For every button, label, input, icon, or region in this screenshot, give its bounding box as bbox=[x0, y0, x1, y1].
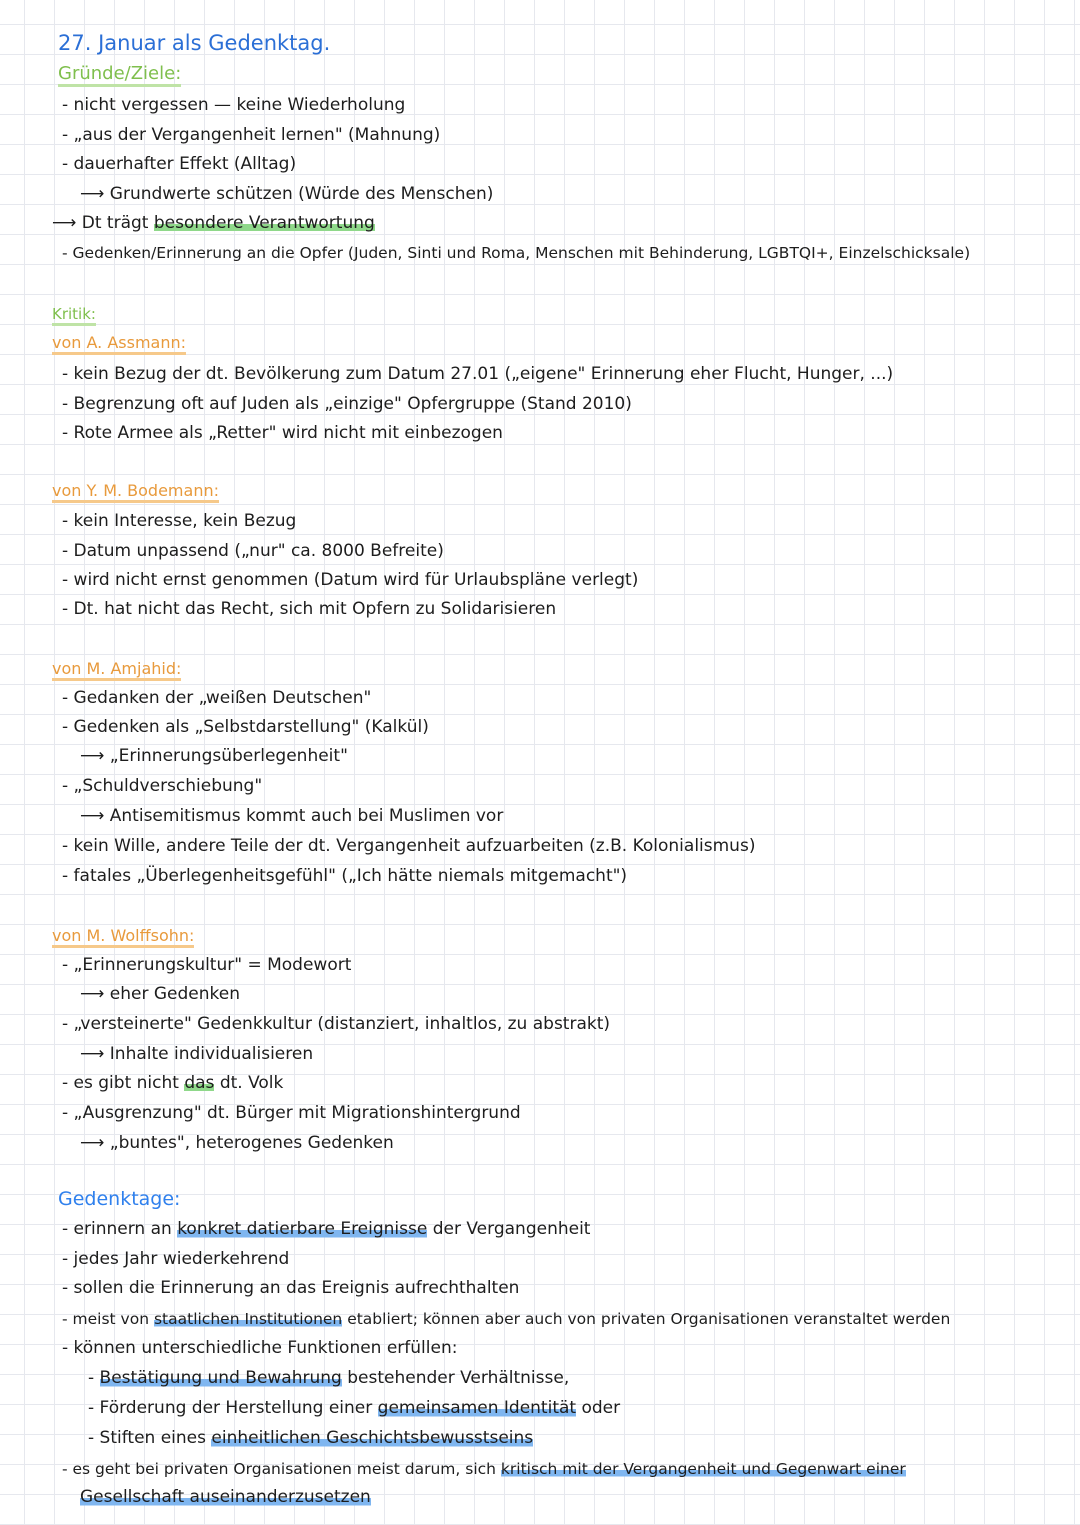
gedenktage-line-2: - jedes Jahr wiederkehrend bbox=[62, 1249, 290, 1269]
bodemann-heading: von Y. M. Bodemann: bbox=[52, 480, 219, 502]
assmann-line-3: - Rote Armee als „Retter" wird nicht mit einbezogen bbox=[62, 423, 503, 443]
goal-line-4: ⟶ Grundwerte schützen (Würde des Menschen) bbox=[80, 184, 494, 204]
gedenktage-line-8: - Stiften eines einheitlichen Geschichtsbewusstseins bbox=[88, 1428, 534, 1448]
amjahid-line-7: - fatales „Überlegenheitsgefühl" („Ich hätte niemals mitgemacht") bbox=[62, 866, 628, 886]
wolffsohn-line-6: - „Ausgrenzung" dt. Bürger mit Migrationshintergrund bbox=[62, 1103, 521, 1123]
wolffsohn-heading: von M. Wolffsohn: bbox=[52, 925, 194, 947]
amjahid-line-2: - Gedenken als „Selbstdarstellung" (Kalkül) bbox=[62, 717, 429, 737]
wolffsohn-line-7: ⟶ „buntes", heterogenes Gedenken bbox=[80, 1133, 394, 1153]
goal-line-2: - „aus der Vergangenheit lernen" (Mahnung) bbox=[62, 125, 441, 145]
assmann-heading: von A. Assmann: bbox=[52, 332, 186, 354]
wolffsohn-line-2: ⟶ eher Gedenken bbox=[80, 984, 240, 1004]
amjahid-line-3: ⟶ „Erinnerungsüberlegenheit" bbox=[80, 746, 348, 766]
gedenktage-heading: Gedenktage: bbox=[58, 1188, 181, 1210]
bodemann-line-3: - wird nicht ernst genommen (Datum wird für Urlaubspläne verlegt) bbox=[62, 570, 639, 590]
gedenktage-line-10: Gesellschaft auseinanderzusetzen bbox=[80, 1487, 371, 1507]
goal-line-1: - nicht vergessen — keine Wiederholung bbox=[62, 95, 406, 115]
goal-line-6: - Gedenken/Erinnerung an die Opfer (Juden, Sinti und Roma, Menschen mit Behinderung, LGBTQI+, Einzelschicksale) bbox=[62, 244, 971, 262]
gedenktage-line-1: - erinnern an konkret datierbare Ereignisse der Vergangenheit bbox=[62, 1219, 591, 1239]
gedenktage-line-6: - Bestätigung und Bewahrung bestehender Verhältnisse, bbox=[88, 1368, 570, 1388]
gedenktage-line-5: - können unterschiedliche Funktionen erfüllen: bbox=[62, 1338, 458, 1358]
assmann-line-1: - kein Bezug der dt. Bevölkerung zum Datum 27.01 („eigene" Erinnerung eher Flucht, Hunger, ...) bbox=[62, 364, 894, 384]
bodemann-line-1: - kein Interesse, kein Bezug bbox=[62, 511, 297, 531]
bodemann-line-2: - Datum unpassend („nur" ca. 8000 Befreite) bbox=[62, 541, 444, 561]
wolffsohn-line-1: - „Erinnerungskultur" = Modewort bbox=[62, 955, 352, 975]
das-highlight: das bbox=[184, 1073, 215, 1093]
amjahid-line-1: - Gedanken der „weißen Deutschen" bbox=[62, 688, 372, 708]
bodemann-line-4: - Dt. hat nicht das Recht, sich mit Opfern zu Solidarisieren bbox=[62, 599, 557, 619]
goals-heading: Gründe/Ziele: bbox=[58, 63, 181, 85]
wolffsohn-line-3: - „versteinerte" Gedenkkultur (distanziert, inhaltlos, zu abstrakt) bbox=[62, 1014, 611, 1034]
critique-heading: Kritik: bbox=[52, 303, 96, 325]
page-title: 27. Januar als Gedenktag. bbox=[58, 31, 331, 55]
amjahid-line-5: ⟶ Antisemitismus kommt auch bei Muslimen vor bbox=[80, 806, 504, 826]
gedenktage-line-4: - meist von staatlichen Institutionen etabliert; können aber auch von privaten Organisationen veranstaltet werden bbox=[62, 1310, 951, 1328]
goal-line-3: - dauerhafter Effekt (Alltag) bbox=[62, 154, 297, 174]
gedenktage-line-9: - es geht bei privaten Organisationen meist darum, sich kritisch mit der Vergangenheit und Gegenwart einer bbox=[62, 1460, 906, 1478]
goal-line-5: ⟶ Dt trägt besondere Verantwortung bbox=[52, 213, 375, 233]
verantwortung-highlight: besondere Verantwortung bbox=[153, 213, 375, 233]
assmann-line-2: - Begrenzung oft auf Juden als „einzige" Opfergruppe (Stand 2010) bbox=[62, 394, 632, 414]
wolffsohn-line-5: - es gibt nicht das dt. Volk bbox=[62, 1073, 284, 1093]
gedenktage-line-3: - sollen die Erinnerung an das Ereignis aufrechthalten bbox=[62, 1278, 520, 1298]
amjahid-line-4: - „Schuldverschiebung" bbox=[62, 776, 263, 796]
gedenktage-line-7: - Förderung der Herstellung einer gemeinsamen Identität oder bbox=[88, 1398, 621, 1418]
wolffsohn-line-4: ⟶ Inhalte individualisieren bbox=[80, 1044, 314, 1064]
amjahid-line-6: - kein Wille, andere Teile der dt. Vergangenheit aufzuarbeiten (z.B. Kolonialismus) bbox=[62, 836, 756, 856]
amjahid-heading: von M. Amjahid: bbox=[52, 658, 181, 680]
